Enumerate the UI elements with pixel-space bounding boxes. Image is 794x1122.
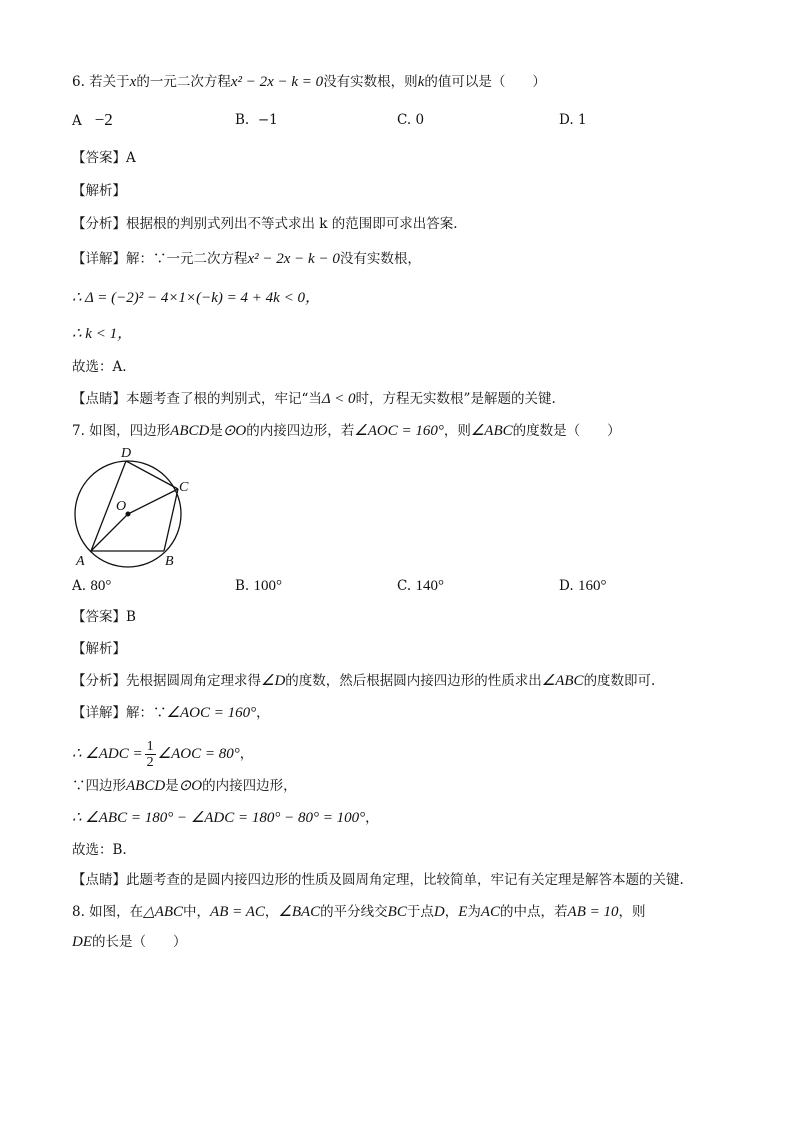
q7-figure	[66, 444, 196, 568]
q7-answer: 【答案】B	[72, 609, 136, 625]
q6-step1: ∴ Δ = (−2)² − 4×1×(−k) = 4 + 4k < 0，	[72, 290, 320, 306]
segment-dc	[126, 461, 178, 489]
q7-step3: ∴ ∠ABC = 180° − ∠ADC = 180° − 80° = 100°，	[72, 810, 379, 826]
segment-ao	[91, 514, 128, 551]
q6-option-b: B. −1	[235, 112, 278, 128]
q6-var-x: x	[129, 74, 137, 90]
q6-choose: 故选：A.	[72, 359, 127, 375]
center-point	[126, 512, 131, 517]
q6-detail: 【详解】解：∵一元二次方程x² − 2x − k − 0没有实数根，	[72, 251, 421, 267]
q6-fenxi: 【分析】根据根的判别式列出不等式求出 k 的范围即可求出答案.	[72, 216, 458, 232]
label-o: O	[116, 499, 127, 514]
q7-detail: 【详解】解：∵∠AOC = 160°，	[72, 705, 270, 721]
q6-option-d: D. 1	[559, 112, 587, 128]
q7-fenxi: 【分析】先根据圆周角定理求得∠D的度数，然后根据圆内接四边形的性质求出∠ABC的度数即可.	[72, 673, 656, 689]
q6-analysis-title: 【解析】	[72, 183, 126, 199]
label-a: A	[76, 554, 85, 568]
q6-stem: 6. 若关于x的一元二次方程x² − 2x − k = 0没有实数根，则k的值可以是（ ）	[72, 74, 546, 90]
q7-option-b: B. 100°	[235, 578, 283, 594]
q6-comment: 【点睛】本题考查了根的判别式，牢记“当Δ < 0时，方程无实数根”是解题的关键.	[72, 391, 556, 407]
label-c: C	[179, 480, 189, 495]
q6-answer: 【答案】A	[72, 150, 136, 166]
q7-analysis-title: 【解析】	[72, 641, 126, 657]
segment-oc	[128, 489, 178, 514]
q7-option-d: D. 160°	[559, 578, 607, 594]
q7-option-c: C. 140°	[397, 578, 444, 594]
q7-option-a: A. 80°	[72, 578, 112, 594]
q7-step2: ∵四边形ABCD是⊙O的内接四边形，	[72, 778, 297, 794]
q6-var-k: k	[417, 74, 425, 90]
fraction-one-half: $\frac{1}{2}$	[146, 739, 154, 770]
label-b: B	[165, 554, 174, 568]
q7-comment: 【点睛】此题考查的是圆内接四边形的性质及圆周角定理，比较简单，牢记有关定理是解答本题的关键.	[72, 872, 684, 888]
q6-option-c: C. 0	[397, 112, 425, 128]
q8-stem-line2: DE的长是（ ）	[72, 934, 187, 950]
q8-stem-line1: 8. 如图，在△ABC中，AB = AC，∠BAC的平分线交BC于点D，E为AC的中点，若AB = 10，则	[72, 904, 646, 920]
q7-choose: 故选：B.	[72, 842, 127, 858]
q6-option-a: A −2	[72, 110, 113, 129]
segment-cb	[164, 489, 178, 551]
q7-step1: ∴ ∠ADC = $\frac{1}{2}$ ∠AOC = 80°，	[72, 739, 254, 770]
q6-step2: ∴ k < 1，	[72, 326, 133, 342]
q7-stem: 7. 如图，四边形ABCD是⊙O的内接四边形，若∠AOC = 160°，则∠ABC的度数是（ ）	[72, 423, 621, 439]
q6-equation: x² − 2x − k = 0	[230, 74, 324, 90]
label-d: D	[121, 446, 132, 461]
